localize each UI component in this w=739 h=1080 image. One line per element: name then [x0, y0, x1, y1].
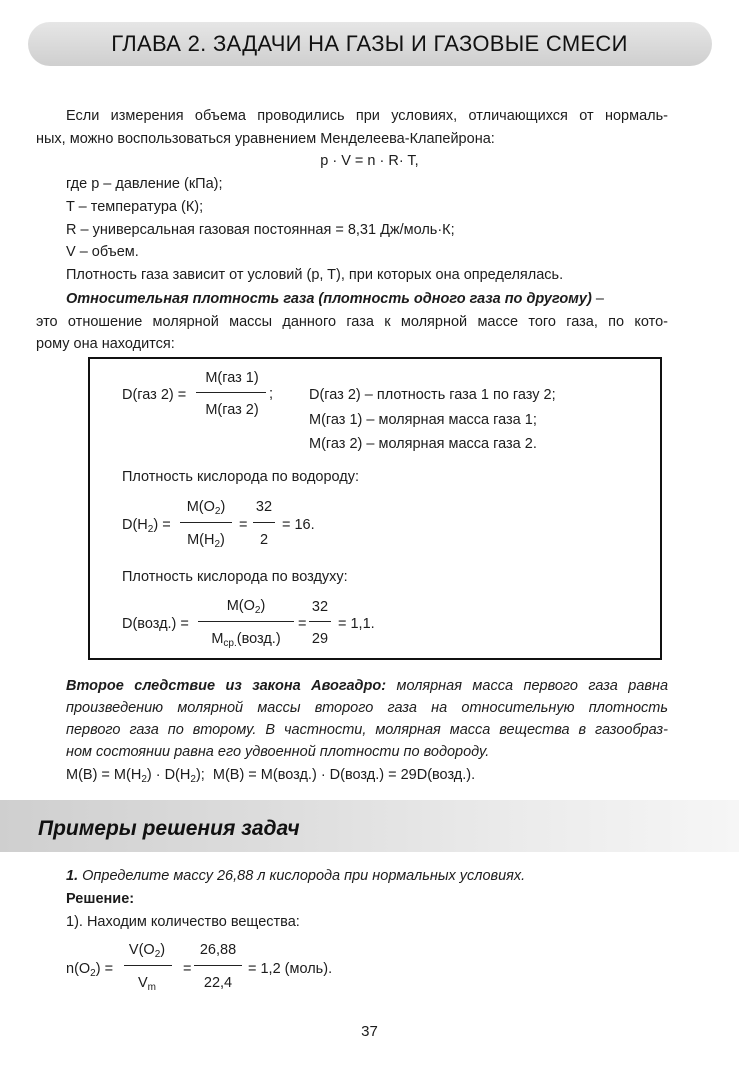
example-1-numerator: $M(O_2)$: [186, 499, 226, 517]
example-1-title: Плотность кислорода по водороду:: [122, 469, 360, 485]
avogadro-formula: $M(B) = M(H_2) \cdot D(H_2)$; M(B) = M(возд.) · D(возд.) = 29D(возд.).: [66, 767, 476, 785]
avogadro-line-1: Второе следствие из закона Авогадро: молярная масса первого газа равна: [66, 678, 669, 694]
example-1-value-fraction-bar: [253, 522, 275, 523]
section-title: Примеры решения задач: [38, 817, 300, 840]
relative-density-line-2: это отношение молярной массы данного газа к молярной массе того газа, по кото-: [36, 314, 668, 330]
example-2-fraction-bar: [198, 621, 294, 622]
problem-1-fraction-bar: [124, 965, 172, 966]
example-1-lhs: $D(H_2)$ =: [122, 517, 171, 535]
example-2-result: = 1,1.: [338, 616, 375, 632]
problem-1-number: 1.: [66, 868, 79, 884]
avogadro-line-4: ном состоянии равна его удвоенной плотности по водороду.: [66, 744, 490, 760]
relative-density-term-line: [66, 289, 604, 309]
relative-density-term: Относительная плотность газа (плотность одного газа по другому): [66, 291, 592, 307]
avogadro-term: Второе следствие из закона Авогадро:: [66, 678, 387, 694]
example-1-result: = 16.: [282, 517, 315, 533]
box-formula-denominator: M(газ 2): [205, 402, 259, 418]
problem-1-value-denominator: 22,4: [203, 975, 233, 991]
example-2-value-numerator: 32: [311, 599, 329, 615]
problem-1-statement: 1. Определите массу 26,88 л кислорода при нормальных условиях.: [66, 868, 526, 884]
legend-item-1: D(газ 2) – плотность газа 1 по газу 2;: [309, 387, 556, 403]
where-p: где p – давление (кПа);: [66, 176, 223, 192]
where-v: V – объем.: [66, 244, 139, 260]
box-formula-separator: ;: [269, 386, 274, 402]
clapeyron-equation: p · V = n · R· T,: [320, 153, 419, 169]
example-1-value-numerator: 32: [255, 499, 273, 515]
legend-item-2: M(газ 1) – молярная масса газа 1;: [309, 412, 537, 428]
box-formula-lhs: D(газ 2) =: [122, 387, 187, 403]
avogadro-line-3: первого газа по второму. В частности, молярная масса вещества в газообраз-: [66, 722, 668, 738]
problem-1-value-fraction-bar: [194, 965, 242, 966]
example-1-equals: =: [239, 517, 248, 533]
example-1-denominator: $M(H_2)$: [187, 532, 225, 550]
example-2-lhs: D(возд.) =: [122, 616, 189, 632]
example-2-value-fraction-bar: [309, 621, 331, 622]
box-formula-fraction-bar: [196, 392, 266, 393]
problem-1-denominator: $V_m$: [137, 975, 156, 993]
intro-line-1: Если измерения объема проводились при условиях, отличающихся от нормаль-: [66, 108, 668, 124]
example-2-value-denominator: 29: [311, 631, 329, 647]
relative-density-dash: –: [591, 291, 604, 307]
example-2-title: Плотность кислорода по воздуху:: [122, 569, 348, 585]
example-2-numerator: $M(O_2)$: [226, 598, 266, 616]
where-t: T – температура (К);: [66, 199, 204, 215]
problem-1-equals: =: [183, 961, 192, 977]
chapter-title: ГЛАВА 2. ЗАДАЧИ НА ГАЗЫ И ГАЗОВЫЕ СМЕСИ: [111, 31, 628, 56]
example-1-fraction-bar: [180, 522, 232, 523]
problem-1-numerator: $V(O_2)$: [128, 942, 166, 960]
intro-line-2: ных, можно воспользоваться уравнением Менделеева-Клапейрона:: [36, 131, 495, 147]
solution-step-1: 1). Находим количество вещества:: [66, 914, 300, 930]
legend-item-3: M(газ 2) – молярная масса газа 2.: [309, 436, 537, 452]
example-1-value-denominator: 2: [259, 532, 269, 548]
avogadro-line-2: произведению молярной массы второго газа на относительную плотность: [66, 700, 668, 716]
example-2-denominator: $M_{ср.}(возд.)$: [211, 631, 281, 649]
relative-density-line-3: рому она находится:: [36, 336, 175, 352]
solution-label: Решение:: [66, 891, 135, 907]
density-note: Плотность газа зависит от условий (p, T), при которых она определялась.: [66, 267, 564, 283]
where-r: R – универсальная газовая постоянная = 8,31 Дж/моль·К;: [66, 222, 455, 238]
example-2-equals: =: [298, 616, 307, 632]
problem-1-value-numerator: 26,88: [199, 942, 237, 958]
problem-1-lhs: $n(O_2)$ =: [66, 961, 114, 979]
page-number: 37: [361, 1023, 378, 1040]
problem-1-result: = 1,2 (моль).: [248, 961, 333, 977]
box-formula-numerator: M(газ 1): [205, 370, 259, 386]
